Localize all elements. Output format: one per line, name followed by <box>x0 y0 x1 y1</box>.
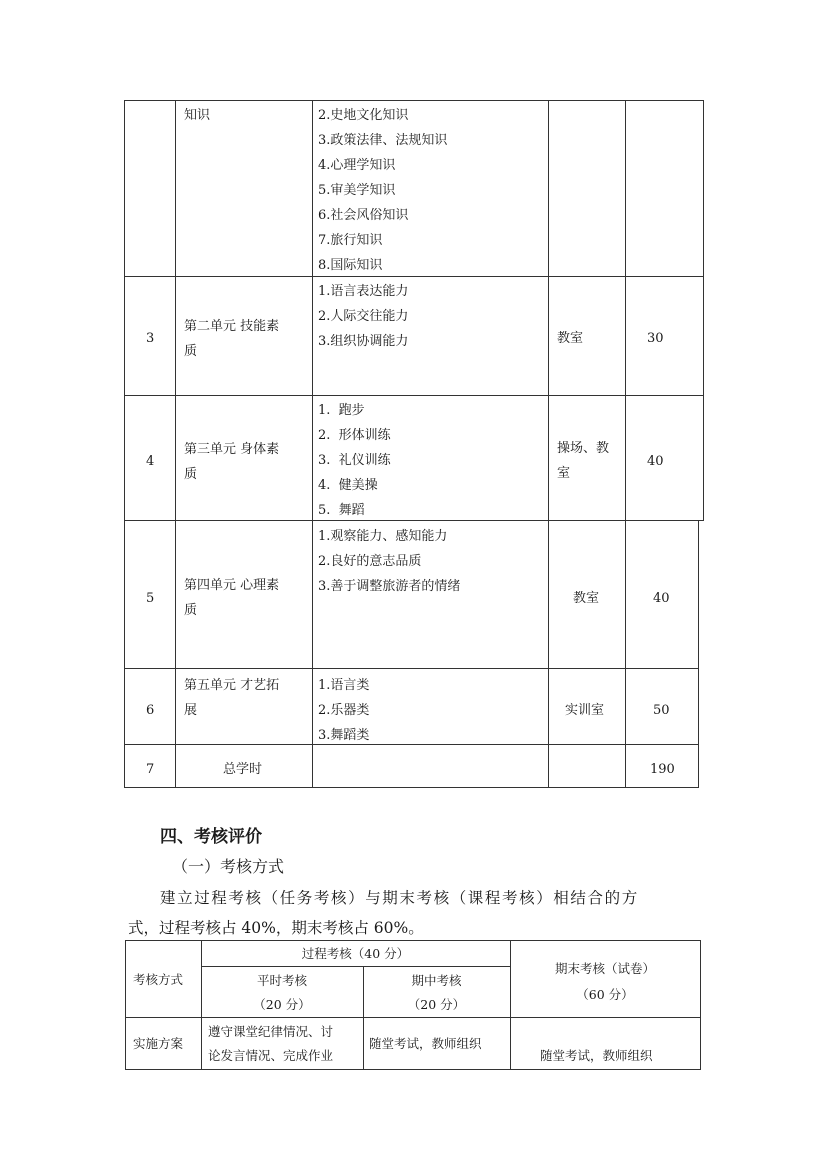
regular-plan: 论发言情况、完成作业 <box>208 1048 334 1063</box>
regular-score: （20 分） <box>253 997 311 1012</box>
unit-cell: 第二单元 技能素 <box>184 319 280 334</box>
unit-cell: 知识 <box>184 108 211 123</box>
row-number: 6 <box>146 703 155 718</box>
paragraph-line: 建立过程考核（任务考核）与期末考核（课程考核）相结合的方 <box>160 889 639 907</box>
place-cell: 教室 <box>573 591 600 606</box>
hours-cell: 40 <box>653 591 670 606</box>
hours-cell: 50 <box>653 703 670 718</box>
section-heading: 四、考核评价 <box>160 827 262 847</box>
list-item: 2.乐器类 <box>318 703 370 718</box>
place-cell: 实训室 <box>565 703 605 718</box>
list-item: 3.舞蹈类 <box>318 728 370 743</box>
final-plan: 随堂考试，教师组织 <box>540 1048 653 1063</box>
unit-cell: 第四单元 心理素 <box>184 578 280 593</box>
content-list <box>318 279 408 354</box>
list-item: 5. 舞蹈 <box>318 503 365 518</box>
column-header-method: 考核方式 <box>133 972 184 987</box>
total-hours-label: 总学时 <box>223 762 263 777</box>
list-item: 3.政策法律、法规知识 <box>318 133 448 148</box>
column-header-process: 过程考核（40 分） <box>301 946 410 961</box>
list-item: 3.组织协调能力 <box>318 334 409 349</box>
unit-cell: 展 <box>184 703 198 718</box>
total-hours-value: 190 <box>650 762 675 777</box>
list-item: 1. 跑步 <box>318 403 365 418</box>
regular-plan: 遵守课堂纪律情况、讨 <box>208 1024 334 1039</box>
paragraph-line: 式，过程考核占 40%，期末考核占 60%。 <box>128 919 424 937</box>
content-list <box>318 398 391 523</box>
place-cell: 操场、教 <box>557 441 610 456</box>
hours-cell: 40 <box>647 454 664 469</box>
unit-cell: 第三单元 身体素 <box>184 442 280 457</box>
column-header-final: 期末考核（试卷） <box>554 961 655 976</box>
list-item: 5.审美学知识 <box>318 183 396 198</box>
midterm-score: （20 分） <box>407 997 466 1012</box>
column-header-regular: 平时考核 <box>256 973 307 988</box>
row-number: 5 <box>146 591 155 606</box>
content-list <box>318 524 460 599</box>
row-number: 4 <box>146 454 155 469</box>
final-score: （60 分） <box>576 987 634 1002</box>
list-item: 2.良好的意志品质 <box>318 554 422 569</box>
hours-cell: 30 <box>647 331 664 346</box>
row-number: 3 <box>146 331 155 346</box>
section-subheading: （一）考核方式 <box>172 857 285 876</box>
list-item: 6.社会风俗知识 <box>318 208 409 223</box>
list-item: 3. 礼仪训练 <box>318 453 391 468</box>
list-item: 2. 形体训练 <box>318 428 391 443</box>
content-list <box>318 673 369 748</box>
list-item: 4. 健美操 <box>318 478 378 493</box>
list-item: 7.旅行知识 <box>318 233 383 248</box>
column-header-midterm: 期中考核 <box>411 973 462 988</box>
place-cell: 室 <box>557 466 571 481</box>
row-number: 7 <box>146 762 155 777</box>
place-cell: 教室 <box>557 331 584 346</box>
list-item: 1.观察能力、感知能力 <box>318 529 448 544</box>
unit-cell: 第五单元 才艺拓 <box>184 678 280 693</box>
list-item: 1.语言表达能力 <box>318 284 409 299</box>
list-item: 4.心理学知识 <box>318 158 396 173</box>
row-header-plan: 实施方案 <box>133 1036 184 1051</box>
unit-cell: 质 <box>184 603 198 618</box>
list-item: 2.史地文化知识 <box>318 108 409 123</box>
list-item: 2.人际交往能力 <box>318 309 409 324</box>
list-item: 8.国际知识 <box>318 258 383 273</box>
list-item: 3.善于调整旅游者的情绪 <box>318 579 461 594</box>
unit-cell: 质 <box>184 467 198 482</box>
unit-cell: 质 <box>184 344 198 359</box>
content-list <box>318 103 447 278</box>
list-item: 1.语言类 <box>318 678 370 693</box>
midterm-plan: 随堂考试，教师组织 <box>369 1036 482 1051</box>
